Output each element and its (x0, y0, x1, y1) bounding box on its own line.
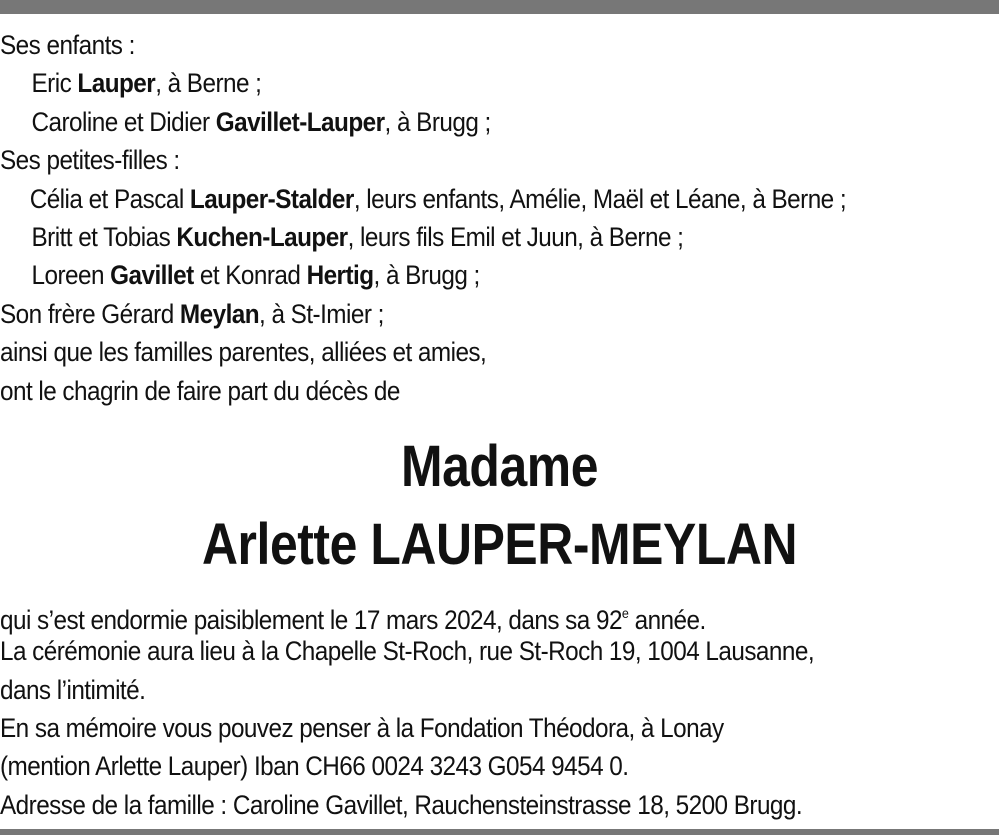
grandchild-last-name: Kuchen-Lauper (176, 221, 348, 252)
grandchild-rest: , leurs fils Emil et Juun, à Berne ; (347, 221, 684, 252)
child-place: , à Berne ; (155, 68, 262, 99)
grandchild-partner: et Konrad (199, 260, 301, 291)
child-line-1 (0, 64, 899, 102)
grandchild-first-name: Britt et Tobias (31, 221, 171, 252)
brother-line (0, 295, 899, 333)
child-last-name: Gavillet-Lauper (215, 106, 385, 137)
brother-first-name: Son frère Gérard (0, 298, 174, 329)
brother-last-name: Meylan (179, 298, 260, 329)
child-last-name: Lauper (77, 68, 156, 99)
death-text-end: année. (628, 604, 706, 635)
child-first-name: Eric (31, 68, 72, 99)
ceremony-line-1: La cérémonie aura lieu à la Chapelle St-Roch, rue St-Roch 19, 1004 Lausanne, (0, 636, 815, 667)
children-heading: Ses enfants : (0, 30, 135, 60)
grandchildren-heading: Ses petites-filles : (0, 145, 180, 176)
bottom-rule (0, 829, 999, 835)
deceased-title: Madame (400, 433, 599, 499)
grandchild-rest: , à Brugg ; (373, 260, 480, 291)
deceased-block (0, 428, 999, 584)
families-line: ainsi que les familles parentes, alliées et amies, (0, 337, 487, 368)
obituary-notice (0, 26, 999, 824)
grandchild-partner-last-name: Hertig (306, 260, 374, 291)
grandchild-first-name: Loreen (31, 260, 104, 291)
grandchild-line-2 (0, 218, 899, 256)
memory-line-2: (mention Arlette Lauper) Iban CH66 0024 3243 G054 9454 0. (0, 751, 629, 782)
family-address: Adresse de la famille : Caroline Gavillet, Rauchensteinstrasse 18, 5200 Brugg. (0, 789, 803, 820)
ordinal-suffix: e (621, 604, 629, 621)
grandchild-rest: , leurs enfants, Amélie, Maël et Léane, à Berne ; (353, 183, 847, 214)
grandchild-first-name: Célia et Pascal (29, 183, 184, 214)
grandchild-line-3 (0, 256, 899, 294)
death-text: qui s’est endormie paisiblement le 17 mars 2024, dans sa 92 (0, 604, 622, 635)
ceremony-line-2: dans l’intimité. (0, 674, 146, 705)
grandchild-last-name: Lauper-Stalder (189, 183, 354, 214)
brother-rest: , à St-Imier ; (259, 298, 384, 329)
grandchild-last-name: Gavillet (110, 260, 194, 291)
death-line (0, 594, 899, 635)
memory-line-1: En sa mémoire vous pouvez penser à la Fondation Théodora, à Lonay (0, 713, 724, 744)
child-first-name: Caroline et Didier (31, 106, 210, 137)
deceased-name: Arlette LAUPER-MEYLAN (201, 511, 798, 577)
child-place: , à Brugg ; (384, 106, 491, 137)
child-line-2 (0, 103, 899, 141)
grandchild-line-1 (0, 180, 899, 218)
announcement-line: ont le chagrin de faire part du décès de (0, 375, 400, 406)
top-rule (0, 0, 999, 14)
